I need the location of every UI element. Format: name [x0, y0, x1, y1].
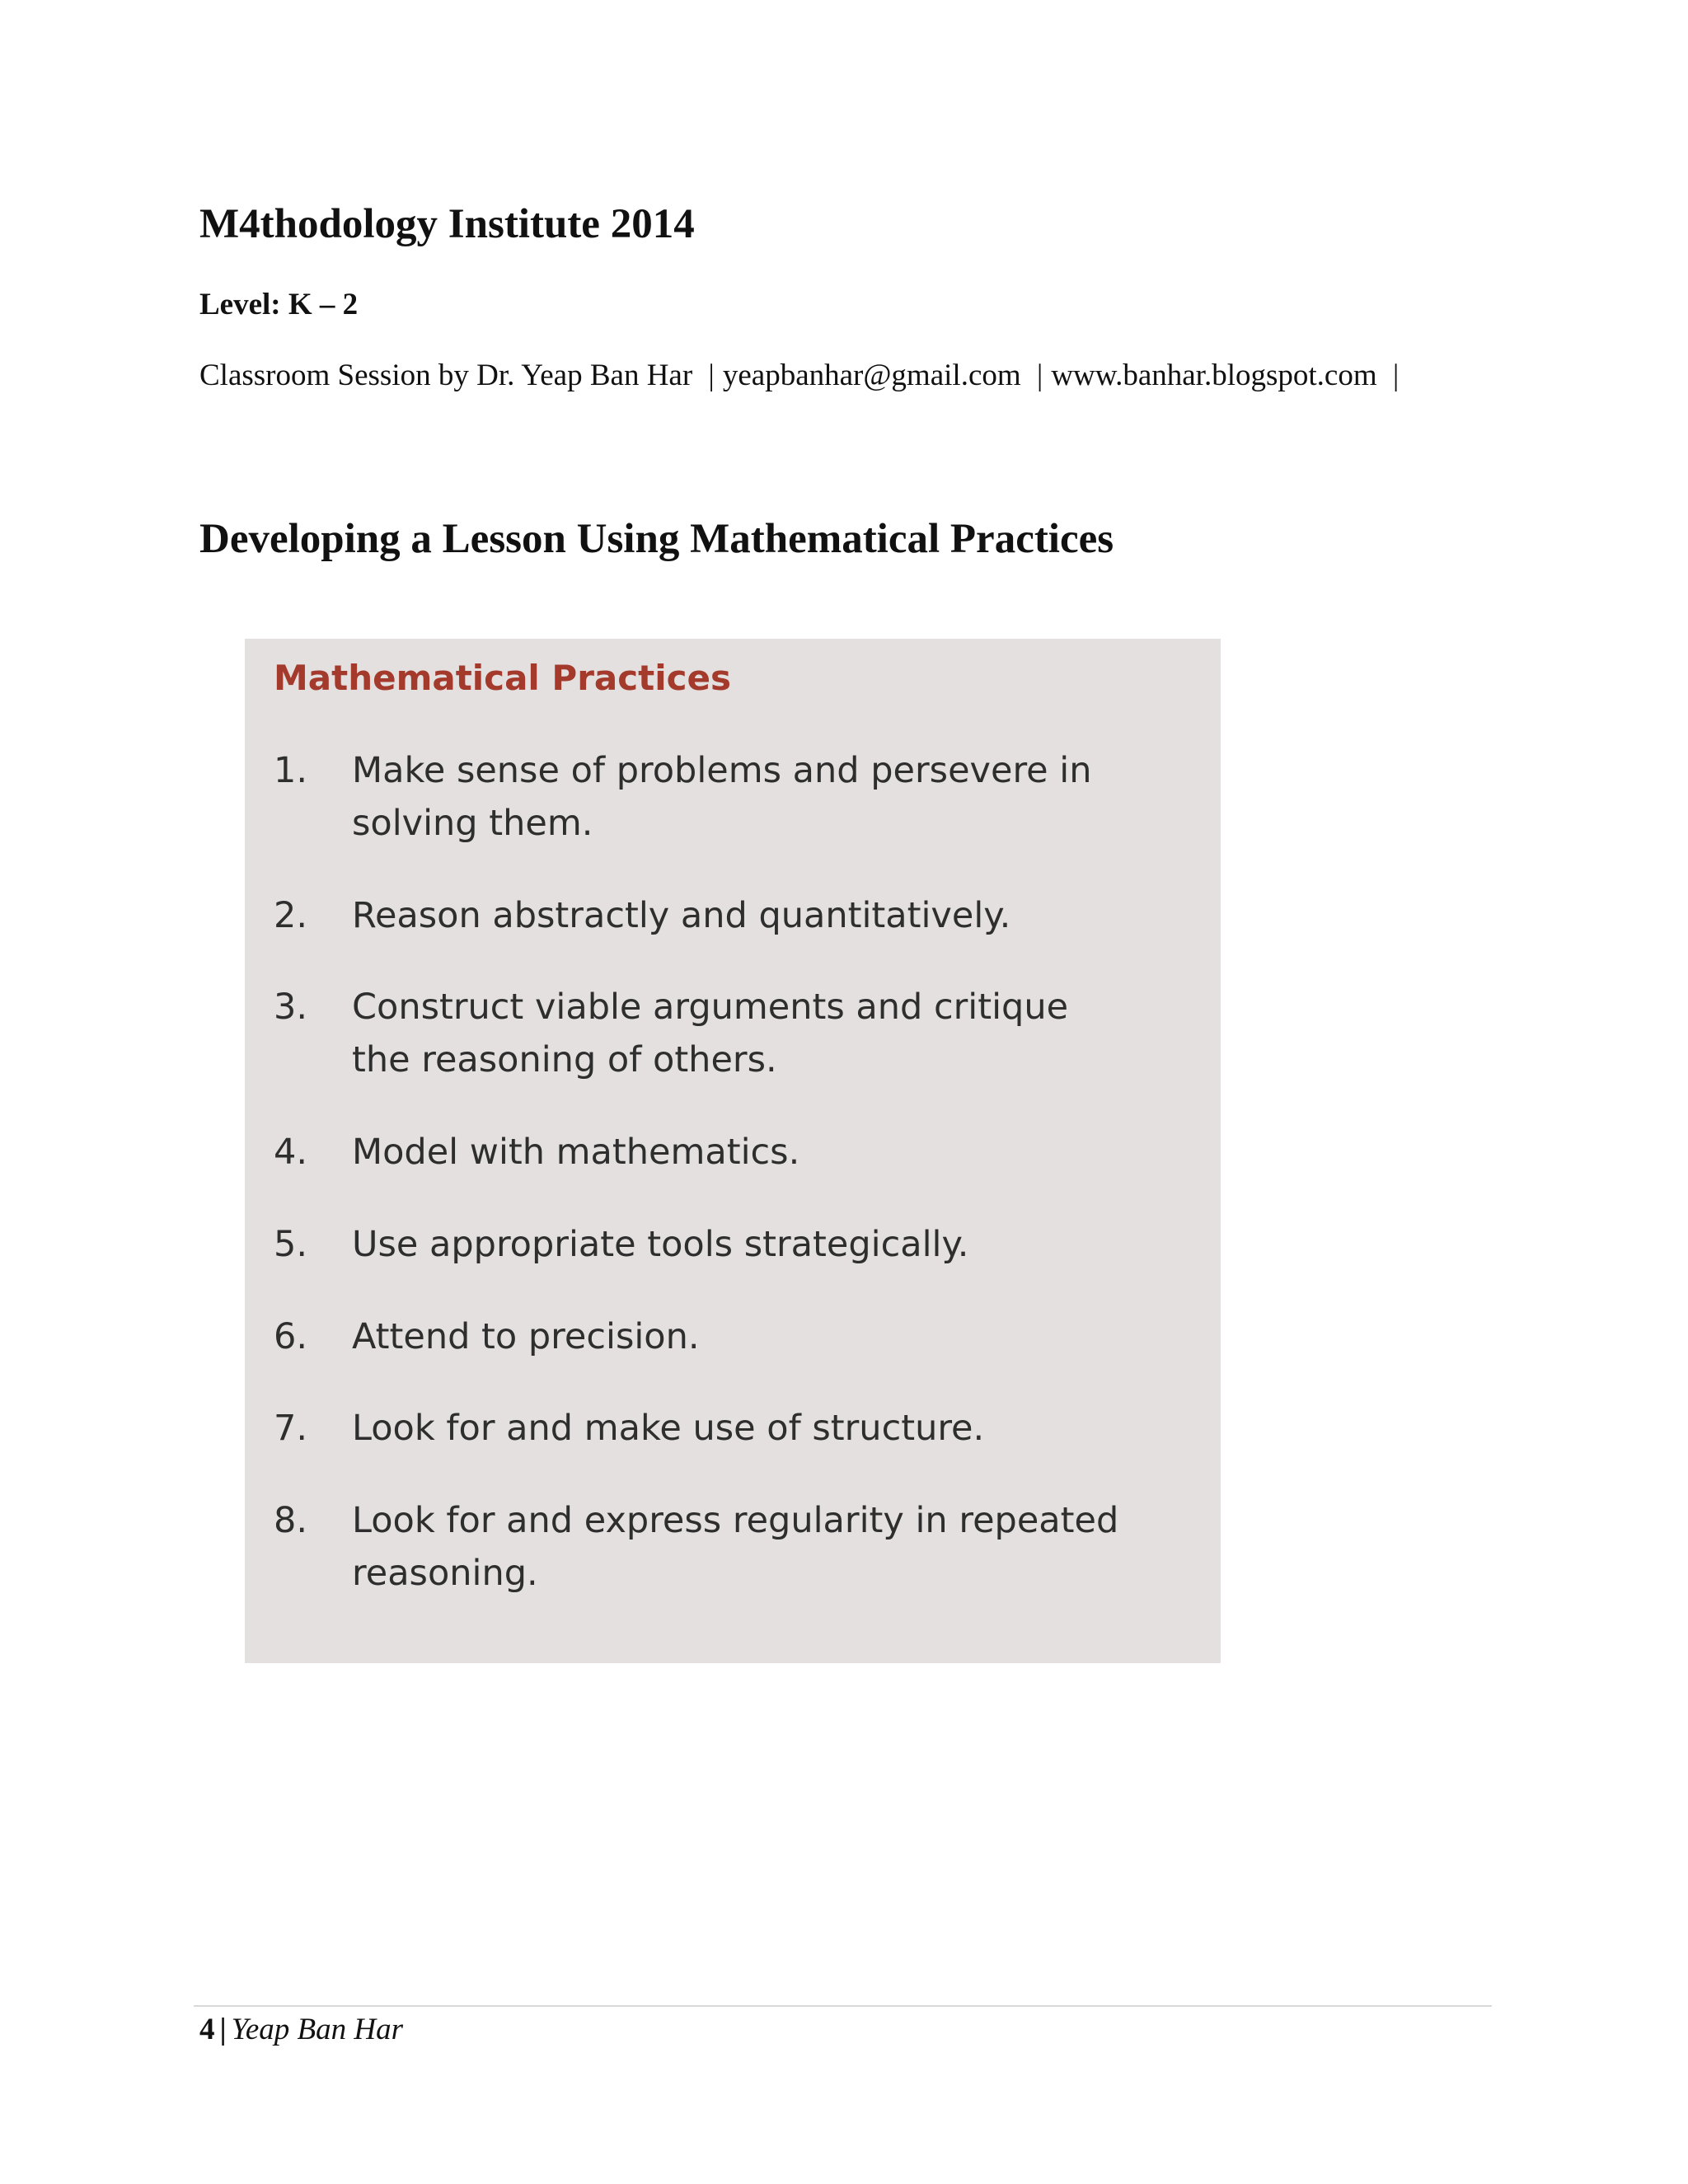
page-number: 4 [199, 2013, 215, 2046]
mathematical-practices-figure [245, 639, 1221, 1663]
session-info [199, 358, 1407, 394]
practice-text-line: Construct viable arguments and critique [352, 987, 1069, 1028]
website-link[interactable]: www.banhar.blogspot.com [1051, 359, 1377, 392]
practice-text-line: Make sense of problems and persevere in [352, 750, 1092, 791]
separator: | [1036, 359, 1043, 392]
practice-text: Reason abstractly and quantitatively. [352, 895, 1011, 936]
separator: | [219, 2013, 227, 2046]
session-presenter: Classroom Session by Dr. Yeap Ban Har [199, 359, 693, 392]
section-heading: Developing a Lesson Using Mathematical Practices [199, 516, 1114, 562]
practice-text [352, 744, 1213, 850]
footer-divider [194, 2005, 1492, 2007]
practice-number: 1. [274, 750, 308, 791]
practice-text: Attend to precision. [352, 1316, 700, 1357]
practice-number: 6. [274, 1316, 308, 1357]
practice-text: Model with mathematics. [352, 1132, 800, 1173]
email-link[interactable]: yeapbanhar@gmail.com [722, 359, 1021, 392]
practice-number: 8. [274, 1500, 308, 1541]
practice-text [352, 981, 1213, 1086]
separator: | [708, 359, 715, 392]
document-title: M4thodology Institute 2014 [199, 201, 695, 247]
separator: | [1392, 359, 1400, 392]
level-label: Level: K – 2 [199, 288, 359, 321]
figure-title: Mathematical Practices [274, 658, 732, 698]
practice-text-line: reasoning. [352, 1553, 538, 1594]
practice-number: 7. [274, 1408, 308, 1449]
practice-number: 5. [274, 1224, 308, 1265]
practice-text-line: Look for and express regularity in repeated [352, 1500, 1119, 1541]
practice-number: 2. [274, 895, 308, 936]
footer-author: Yeap Ban Har [231, 2013, 403, 2046]
practice-number: 3. [274, 987, 308, 1028]
practice-text: Look for and make use of structure. [352, 1408, 985, 1449]
practice-text [352, 1494, 1213, 1600]
practice-text: Use appropriate tools strategically. [352, 1224, 969, 1265]
practice-text-line: solving them. [352, 803, 593, 844]
page-footer [199, 2012, 403, 2048]
practice-text-line: the reasoning of others. [352, 1039, 777, 1080]
practice-number: 4. [274, 1132, 308, 1173]
